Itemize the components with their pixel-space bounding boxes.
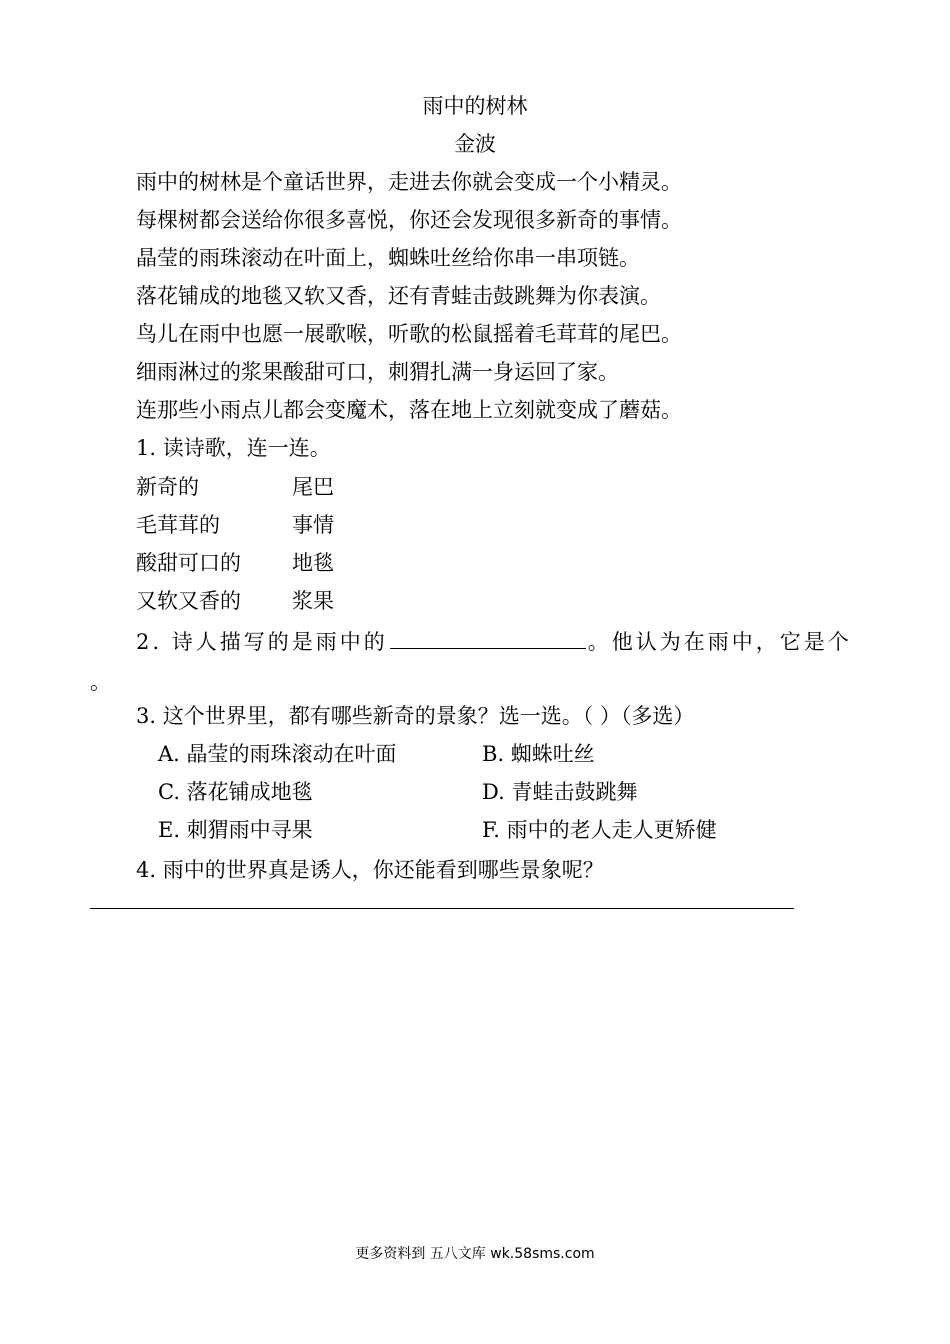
option-c[interactable]: C. 落花铺成地毯	[158, 780, 313, 804]
match-right-item: 地毯	[292, 551, 334, 575]
match-right-item: 事情	[292, 513, 334, 537]
option-b[interactable]: B. 蜘蛛吐丝	[482, 742, 595, 766]
option-e[interactable]: E. 刺猬雨中寻果	[158, 818, 313, 842]
poem-line: 晶莹的雨珠滚动在叶面上，蜘蛛吐丝给你串一串项链。	[136, 246, 640, 270]
option-f[interactable]: F. 雨中的老人走人更矫健	[482, 818, 717, 842]
match-left-item: 新奇的	[136, 475, 199, 499]
match-left-item: 酸甜可口的	[136, 551, 241, 575]
poem-line: 雨中的树林是个童话世界，走进去你就会变成一个小精灵。	[136, 170, 682, 194]
match-left-item: 毛茸茸的	[136, 513, 220, 537]
poem-author: 金波	[454, 132, 496, 156]
question-2	[136, 626, 852, 656]
question-3-prompt: 3. 这个世界里，都有哪些新奇的景象？选一选。（ ）（多选）	[136, 704, 695, 728]
poem-line: 细雨淋过的浆果酸甜可口，刺猬扎满一身运回了家。	[136, 360, 619, 384]
question-2-tail: 。	[90, 670, 111, 694]
footer-text: 更多资料到 五八文库 wk.58sms.com	[355, 1246, 595, 1262]
question-1-prompt: 1. 读诗歌，连一连。	[136, 436, 331, 460]
poem-line: 鸟儿在雨中也愿一展歌喉，听歌的松鼠摇着毛茸茸的尾巴。	[136, 322, 682, 346]
question-2-suffix: 。他认为在雨中，它是个	[587, 630, 852, 654]
match-right-item: 浆果	[292, 589, 334, 613]
poem-line: 落花铺成的地毯又软又香，还有青蛙击鼓跳舞为你表演。	[136, 284, 661, 308]
question-4-prompt: 4. 雨中的世界真是诱人，你还能看到哪些景象呢？	[136, 858, 604, 882]
poem-title: 雨中的树林	[422, 94, 528, 118]
option-a[interactable]: A. 晶莹的雨珠滚动在叶面	[158, 742, 397, 766]
match-right-item: 尾巴	[292, 475, 334, 499]
poem-line: 每棵树都会送给你很多喜悦，你还会发现很多新奇的事情。	[136, 208, 682, 232]
answer-blank[interactable]	[390, 626, 586, 649]
option-d[interactable]: D. 青蛙击鼓跳舞	[482, 780, 638, 804]
answer-line[interactable]	[90, 908, 794, 909]
poem-line: 连那些小雨点儿都会变魔术，落在地上立刻就变成了蘑菇。	[136, 398, 682, 422]
match-left-item: 又软又香的	[136, 589, 241, 613]
question-2-prefix: 2. 诗人描写的是雨中的	[136, 630, 388, 654]
